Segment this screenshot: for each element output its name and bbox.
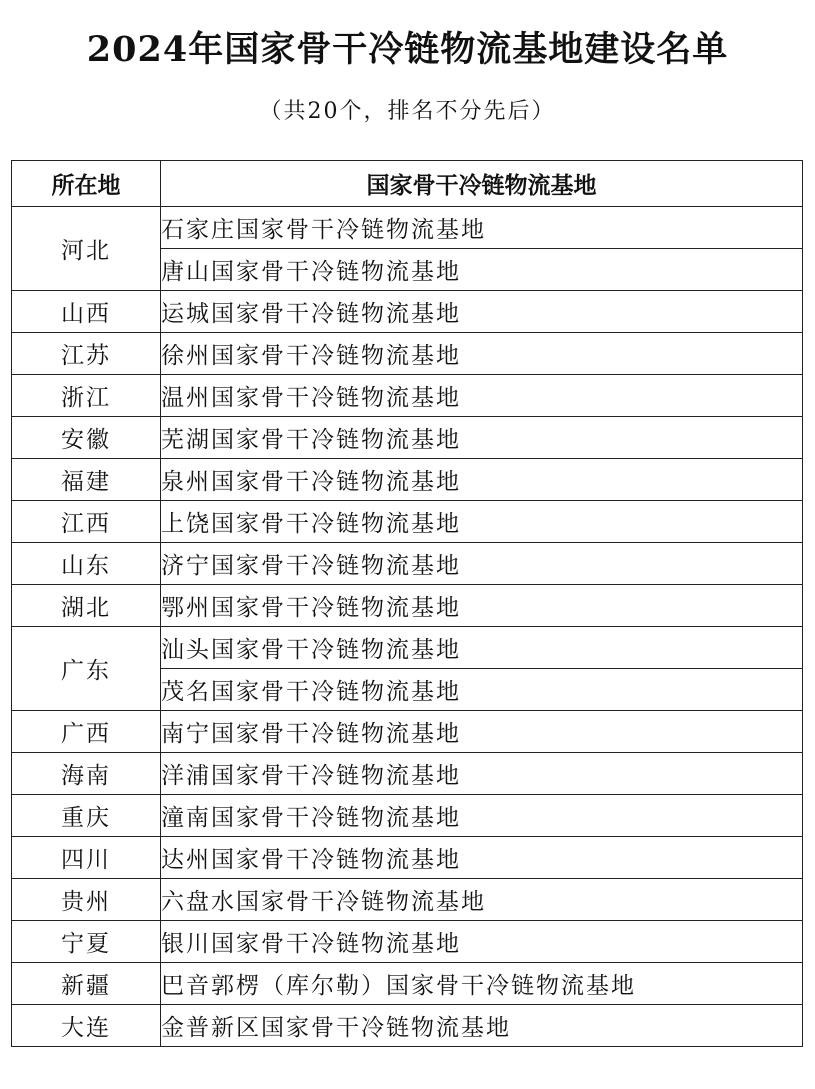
table-row: [12, 543, 803, 585]
table-row: [12, 1005, 803, 1047]
base-cell: 金普新区国家骨干冷链物流基地: [161, 1005, 803, 1047]
base-cell: 温州国家骨干冷链物流基地: [161, 375, 803, 417]
base-cell: 济宁国家骨干冷链物流基地: [161, 543, 803, 585]
table-row: [12, 417, 803, 459]
table-row: [12, 333, 803, 375]
table-row: [12, 837, 803, 879]
table-row: [12, 501, 803, 543]
province-cell: 江西: [12, 501, 161, 543]
page-title: 2024年国家骨干冷链物流基地建设名单: [86, 29, 729, 70]
province-cell: 广西: [12, 711, 161, 753]
province-cell: 福建: [12, 459, 161, 501]
base-cell: 银川国家骨干冷链物流基地: [161, 921, 803, 963]
province-cell: 广东: [12, 627, 161, 711]
header-location: 所在地: [12, 161, 161, 207]
province-cell: 宁夏: [12, 921, 161, 963]
province-cell: 贵州: [12, 879, 161, 921]
table-row: [12, 795, 803, 837]
base-cell: 茂名国家骨干冷链物流基地: [161, 669, 803, 711]
base-cell: 洋浦国家骨干冷链物流基地: [161, 753, 803, 795]
province-cell: 江苏: [12, 333, 161, 375]
base-cell: 巴音郭楞（库尔勒）国家骨干冷链物流基地: [161, 963, 803, 1005]
table-row: [12, 879, 803, 921]
table-row: [12, 459, 803, 501]
base-cell: 潼南国家骨干冷链物流基地: [161, 795, 803, 837]
base-cell: 南宁国家骨干冷链物流基地: [161, 711, 803, 753]
province-cell: 海南: [12, 753, 161, 795]
table-row: [12, 375, 803, 417]
base-cell: 汕头国家骨干冷链物流基地: [161, 627, 803, 669]
base-cell: 运城国家骨干冷链物流基地: [161, 291, 803, 333]
province-cell: 山东: [12, 543, 161, 585]
base-cell: 徐州国家骨干冷链物流基地: [161, 333, 803, 375]
base-cell: 泉州国家骨干冷链物流基地: [161, 459, 803, 501]
province-cell: 浙江: [12, 375, 161, 417]
base-cell: 达州国家骨干冷链物流基地: [161, 837, 803, 879]
base-cell: 芜湖国家骨干冷链物流基地: [161, 417, 803, 459]
province-cell: 湖北: [12, 585, 161, 627]
table-row: [12, 207, 803, 249]
table-row: [12, 585, 803, 627]
base-cell: 石家庄国家骨干冷链物流基地: [161, 207, 803, 249]
page-subtitle: （共20个，排名不分先后）: [259, 99, 556, 124]
base-cell: 唐山国家骨干冷链物流基地: [161, 249, 803, 291]
base-cell: 六盘水国家骨干冷链物流基地: [161, 879, 803, 921]
table-row: [12, 753, 803, 795]
province-cell: 新疆: [12, 963, 161, 1005]
base-cell: 上饶国家骨干冷链物流基地: [161, 501, 803, 543]
header-base-name: 国家骨干冷链物流基地: [161, 161, 803, 207]
table-row: [12, 627, 803, 669]
cold-chain-base-table: [11, 160, 803, 1047]
table-row: [12, 291, 803, 333]
province-cell: 四川: [12, 837, 161, 879]
table-row: [12, 711, 803, 753]
table-row: [12, 963, 803, 1005]
province-cell: 大连: [12, 1005, 161, 1047]
province-cell: 重庆: [12, 795, 161, 837]
province-cell: 河北: [12, 207, 161, 291]
table-row: [12, 921, 803, 963]
province-cell: 安徽: [12, 417, 161, 459]
table-header-row: [12, 161, 803, 207]
base-cell: 鄂州国家骨干冷链物流基地: [161, 585, 803, 627]
province-cell: 山西: [12, 291, 161, 333]
